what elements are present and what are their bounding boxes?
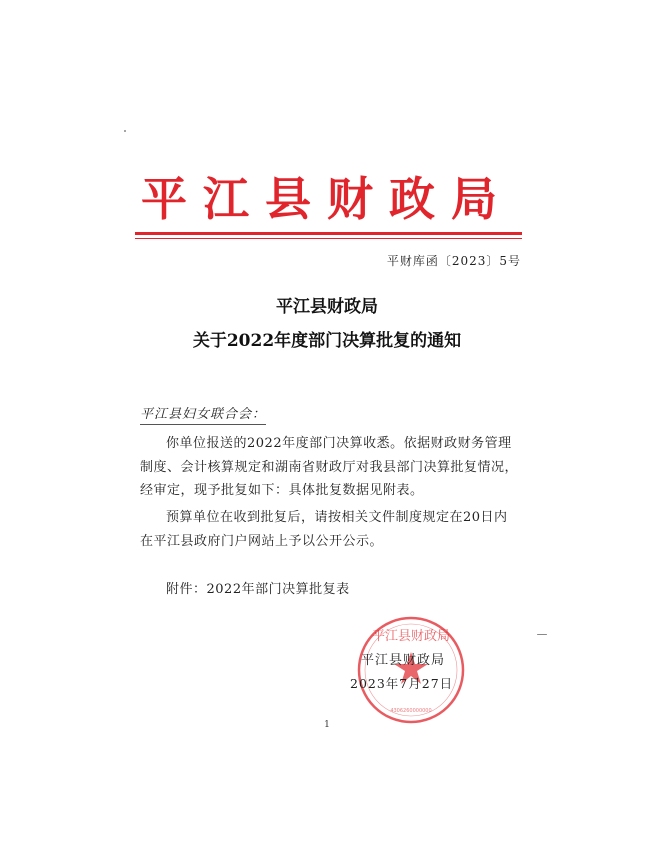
official-red-seal <box>355 614 467 726</box>
svg-text:平江县财政局: 平江县财政局 <box>371 629 451 644</box>
scan-speck <box>124 130 126 132</box>
svg-text:4306260000000: 4306260000000 <box>390 708 432 714</box>
signature-organization: 平江县财政局 <box>361 653 446 668</box>
signature-date: 2023年7月27日 <box>350 676 454 691</box>
letterhead-red-rule-thin <box>135 238 522 239</box>
document-number: 平财库函〔2023〕5号 <box>386 254 521 268</box>
body-paragraph-1: 你单位报送的2022年度部门决算收悉。依据财政财务管理制度、会计核算规定和湖南省财政厅对我县部门决算批复情况，经审定，现予批复如下：具体批复数据见附表。 <box>140 436 519 498</box>
agency-letterhead-title: 平江县财政局 <box>141 172 513 226</box>
page-number: 1 <box>324 720 330 730</box>
attachment-line: 附件：2022年部门决算批复表 <box>166 582 350 597</box>
scan-speck <box>537 634 547 635</box>
handwritten-recipient: 平江县妇女联合会： <box>140 403 266 425</box>
notice-title-line2: 关于2022年度部门决算批复的通知 <box>192 331 462 351</box>
body-paragraph-2: 预算单位在收到批复后，请按相关文件制度规定在20日内在平江县政府门户网站上予以公开公示。 <box>140 510 508 549</box>
letterhead-red-rule-thick <box>135 232 522 235</box>
notice-title-line1: 平江县财政局 <box>276 297 378 317</box>
